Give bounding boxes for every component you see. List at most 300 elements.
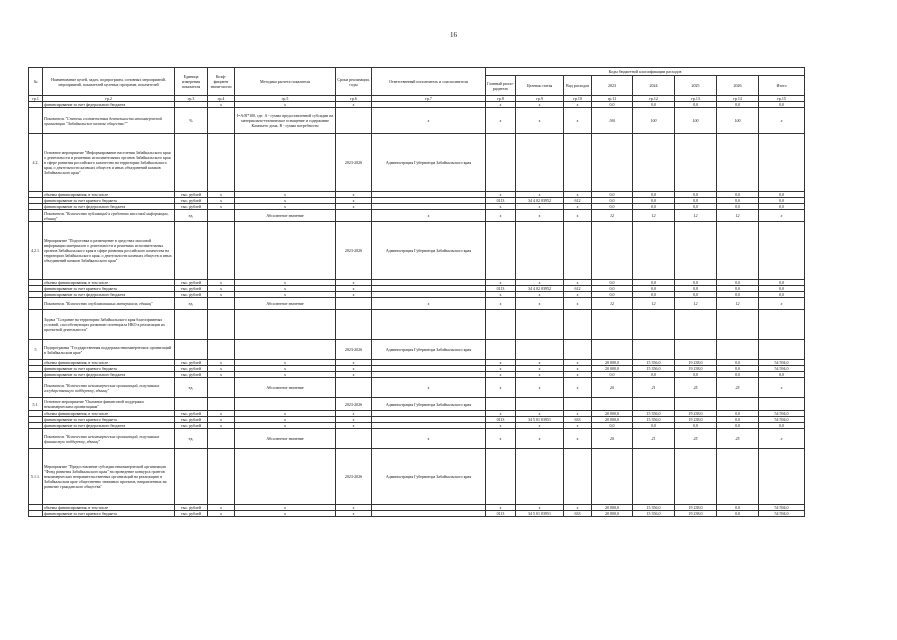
- row-target-article: [516, 310, 564, 340]
- row-expense-type: 612: [564, 198, 592, 204]
- row-target-article: [516, 340, 564, 360]
- row-period: [336, 429, 372, 449]
- row-method: x: [235, 423, 336, 429]
- row-name: Основное мероприятие "Информирование населения Забайкальского края о деятельности и решениях исполнительных органов Забайкальского края в сфере развития российского казачества на территории Забайкальского края, о деятельности казачьих обществ и иных объединений казаков Забайкальского края": [43, 134, 175, 192]
- row-total: 0,0: [759, 372, 805, 378]
- row-main-manager: 0113: [486, 286, 516, 292]
- row-year-value: 0,0: [592, 423, 633, 429]
- row-target-article: 34 5 01 03951: [516, 417, 564, 423]
- row-total: [759, 449, 805, 505]
- row-year-value: 20 000,0: [592, 417, 633, 423]
- row-target-article: x: [516, 192, 564, 198]
- row-year-value: 19 238,0: [675, 366, 717, 372]
- row-number: [29, 210, 43, 222]
- row-target-article: x: [516, 210, 564, 222]
- row-main-manager: x: [486, 292, 516, 298]
- row-year-value: [717, 310, 759, 340]
- row-method: x: [235, 280, 336, 286]
- row-year-value: 15 356,0: [633, 417, 675, 423]
- row-total: x: [759, 429, 805, 449]
- row-period: [336, 108, 372, 134]
- row-responsible: [372, 310, 486, 340]
- row-year-value: 100: [675, 108, 717, 134]
- header-main-manager: Главный распо-рядитель: [486, 76, 516, 96]
- row-method: x: [235, 417, 336, 423]
- row-year-value: 0,0: [675, 192, 717, 198]
- row-year-value: 25: [675, 378, 717, 398]
- row-year-value: 15 356,0: [633, 360, 675, 366]
- row-unit: тыс. рублей: [175, 192, 208, 198]
- header-no: №: [29, 68, 43, 96]
- table-row: [29, 310, 805, 340]
- row-year-value: 12: [675, 210, 717, 222]
- row-coefficient: [208, 378, 235, 398]
- row-period: x: [336, 505, 372, 511]
- row-total: 0,0: [759, 280, 805, 286]
- row-expense-type: x: [564, 204, 592, 210]
- row-method: [235, 310, 336, 340]
- row-target-article: [516, 449, 564, 505]
- row-year-value: [592, 340, 633, 360]
- row-target-article: [516, 134, 564, 192]
- row-unit: [175, 449, 208, 505]
- row-year-value: 20 000,0: [592, 505, 633, 511]
- table-row: [29, 222, 805, 280]
- row-target-article: x: [516, 280, 564, 286]
- header-period: Сроки реализации, годы: [336, 68, 372, 96]
- row-year-value: [675, 310, 717, 340]
- row-year-value: [633, 134, 675, 192]
- page-number: 16: [450, 31, 457, 39]
- row-main-manager: [486, 134, 516, 192]
- header-year: 2025: [675, 76, 717, 96]
- row-total: 0,0: [759, 292, 805, 298]
- row-name: финансирование за счет краевого бюджета: [43, 198, 175, 204]
- row-total: 0,0: [759, 198, 805, 204]
- row-responsible: x: [372, 108, 486, 134]
- row-period: x: [336, 360, 372, 366]
- column-number-label: гр.11: [592, 96, 633, 102]
- row-total: 0,0: [759, 423, 805, 429]
- row-period: x: [336, 102, 372, 108]
- row-unit: [175, 134, 208, 192]
- row-year-value: 100: [592, 108, 633, 134]
- row-year-value: 0,0: [717, 511, 759, 517]
- table-row: [29, 108, 805, 134]
- row-period: [336, 298, 372, 310]
- row-year-value: 0,0: [633, 286, 675, 292]
- row-year-value: 0,0: [633, 102, 675, 108]
- row-unit: тыс. рублей: [175, 360, 208, 366]
- row-method: x: [235, 292, 336, 298]
- row-coefficient: [208, 222, 235, 280]
- row-year-value: 19 238,0: [675, 411, 717, 417]
- row-unit: тыс. рублей: [175, 423, 208, 429]
- row-year-value: 15 356,0: [633, 505, 675, 511]
- row-period: x: [336, 411, 372, 417]
- row-year-value: [592, 310, 633, 340]
- row-name: Мероприятие "Предоставление субсидии некоммерческой организации "Фонд развития Забайкальского края" на проведение конкурса грантов некоммерческих неправительственных организаций на реализацию в Забайкальском крае общественно значимых проектов, направленных на развитие гражданского общества": [43, 449, 175, 505]
- row-unit: [175, 310, 208, 340]
- row-expense-type: x: [564, 429, 592, 449]
- row-year-value: 12: [675, 298, 717, 310]
- row-name: объемы финансирования, в том числе: [43, 505, 175, 511]
- table-row: [29, 134, 805, 192]
- row-year-value: 15 356,0: [633, 411, 675, 417]
- row-period: x: [336, 192, 372, 198]
- row-unit: %: [175, 108, 208, 134]
- row-year-value: 0,0: [675, 372, 717, 378]
- row-period: 2023-2026: [336, 340, 372, 360]
- row-year-value: [592, 222, 633, 280]
- row-coefficient: x: [208, 192, 235, 198]
- header-method: Методика расчета показателя: [235, 68, 336, 96]
- row-year-value: 12: [592, 210, 633, 222]
- row-main-manager: [486, 398, 516, 411]
- row-year-value: 12: [592, 298, 633, 310]
- row-number: 4.2.1.: [29, 222, 43, 280]
- row-year-value: 12: [717, 298, 759, 310]
- row-responsible: Администрация Губернатора Забайкальского края: [372, 340, 486, 360]
- row-unit: тыс. рублей: [175, 204, 208, 210]
- row-year-value: [717, 134, 759, 192]
- row-expense-type: x: [564, 378, 592, 398]
- row-year-value: 0,0: [675, 292, 717, 298]
- row-year-value: 21: [633, 429, 675, 449]
- row-period: x: [336, 204, 372, 210]
- row-year-value: 0,0: [675, 102, 717, 108]
- row-year-value: 0,0: [675, 423, 717, 429]
- row-main-manager: x: [486, 505, 516, 511]
- row-year-value: 100: [633, 108, 675, 134]
- row-year-value: 0,0: [592, 198, 633, 204]
- column-number-label: гр.14: [717, 96, 759, 102]
- row-responsible: Администрация Губернатора Забайкальского края: [372, 398, 486, 411]
- row-year-value: 0,0: [592, 192, 633, 198]
- row-main-manager: 0113: [486, 511, 516, 517]
- row-total: 54 594,0: [759, 417, 805, 423]
- row-year-value: [717, 340, 759, 360]
- row-method: x: [235, 372, 336, 378]
- header-name: Наименование целей, задач, подпрограмм, основных мероприятий, мероприятий, показателей целевых программ, показателей: [43, 68, 175, 96]
- row-unit: [175, 222, 208, 280]
- row-period: x: [336, 198, 372, 204]
- header-target-article: Целевая статья: [516, 76, 564, 96]
- row-name: Задача "Создание на территории Забайкальского края благоприятных условий, способствующих развитию потенциала НКО в реализации их проектной деятельности": [43, 310, 175, 340]
- row-year-value: 0,0: [592, 204, 633, 210]
- row-target-article: x: [516, 423, 564, 429]
- row-expense-type: [564, 134, 592, 192]
- row-main-manager: x: [486, 360, 516, 366]
- table-row: [29, 398, 805, 411]
- row-year-value: 0,0: [592, 286, 633, 292]
- header-budget-codes: Коды бюджетной классификации расходов: [486, 68, 805, 76]
- row-year-value: 0,0: [717, 204, 759, 210]
- row-name: объемы финансирования, в том числе: [43, 411, 175, 417]
- row-period: 2023-2026: [336, 449, 372, 505]
- row-period: [336, 310, 372, 340]
- row-main-manager: x: [486, 280, 516, 286]
- row-year-value: 0,0: [592, 280, 633, 286]
- row-method: [235, 340, 336, 360]
- row-total: 0,0: [759, 192, 805, 198]
- row-coefficient: x: [208, 292, 235, 298]
- row-name: финансирование за счет федерального бюджета: [43, 423, 175, 429]
- header-year: 2026: [717, 76, 759, 96]
- row-year-value: 0,0: [717, 366, 759, 372]
- row-name: объемы финансирования, в том числе: [43, 280, 175, 286]
- row-responsible: [372, 511, 486, 517]
- row-main-manager: x: [486, 429, 516, 449]
- row-year-value: 0,0: [633, 280, 675, 286]
- row-year-value: 0,0: [717, 505, 759, 511]
- column-number-label: гр.2: [43, 96, 175, 102]
- row-name: финансирование за счет федерального бюджета: [43, 204, 175, 210]
- row-year-value: 0,0: [717, 102, 759, 108]
- row-main-manager: x: [486, 298, 516, 310]
- row-unit: тыс. рублей: [175, 511, 208, 517]
- program-table: [28, 67, 805, 517]
- row-number: [29, 298, 43, 310]
- row-number: [29, 511, 43, 517]
- row-year-value: 0,0: [717, 286, 759, 292]
- row-coefficient: [208, 310, 235, 340]
- row-coefficient: x: [208, 360, 235, 366]
- column-number-label: гр.4: [208, 96, 235, 102]
- row-coefficient: x: [208, 198, 235, 204]
- row-main-manager: x: [486, 102, 516, 108]
- row-expense-type: x: [564, 505, 592, 511]
- row-year-value: 0,0: [675, 198, 717, 204]
- row-total: [759, 398, 805, 411]
- row-year-value: 0,0: [592, 372, 633, 378]
- row-method: [235, 449, 336, 505]
- row-main-manager: 0113: [486, 417, 516, 423]
- row-year-value: 19 238,0: [675, 511, 717, 517]
- row-name: финансирование за счет федерального бюджета: [43, 292, 175, 298]
- row-unit: тыс. рублей: [175, 372, 208, 378]
- column-number-label: гр.10: [564, 96, 592, 102]
- row-year-value: [675, 134, 717, 192]
- row-year-value: 20 000,0: [592, 411, 633, 417]
- row-main-manager: x: [486, 210, 516, 222]
- column-number-label: гр.8: [486, 96, 516, 102]
- row-main-manager: x: [486, 411, 516, 417]
- row-expense-type: x: [564, 280, 592, 286]
- row-year-value: 0,0: [633, 423, 675, 429]
- column-number-label: гр.3: [175, 96, 208, 102]
- row-year-value: 20 000,0: [592, 360, 633, 366]
- row-expense-type: x: [564, 411, 592, 417]
- header-expense-type: Вид расходов: [564, 76, 592, 96]
- column-number-label: гр.9: [516, 96, 564, 102]
- row-name: Показатель "Количество некоммерческих организаций, получивших финансовую поддержку, единиц": [43, 429, 175, 449]
- row-main-manager: x: [486, 423, 516, 429]
- row-target-article: x: [516, 505, 564, 511]
- header-year: 2023: [592, 76, 633, 96]
- row-year-value: 25: [717, 378, 759, 398]
- row-name: Показатель "Количество опубликованных материалов, единиц": [43, 298, 175, 310]
- row-total: [759, 134, 805, 192]
- row-responsible: Администрация Губернатора Забайкальского края: [372, 134, 486, 192]
- row-total: 54 594,0: [759, 366, 805, 372]
- row-year-value: [633, 449, 675, 505]
- row-period: 2023-2026: [336, 134, 372, 192]
- row-name: Мероприятие "Подготовка и размещение в средствах массовой информации материалов о деятельности и решениях исполнительных органов Забайкальского края в сфере развития российского казачества на территории Забайкальского края, о деятельности казачьих обществ и иных объединений казаков Забайкальского края": [43, 222, 175, 280]
- table-row: [29, 210, 805, 222]
- row-responsible: x: [372, 298, 486, 310]
- row-target-article: x: [516, 204, 564, 210]
- row-expense-type: [564, 340, 592, 360]
- row-coefficient: [208, 210, 235, 222]
- row-year-value: 0,0: [592, 102, 633, 108]
- column-number-label: гр.6: [336, 96, 372, 102]
- row-main-manager: x: [486, 204, 516, 210]
- row-unit: ед.: [175, 429, 208, 449]
- row-year-value: 0,0: [675, 204, 717, 210]
- row-period: x: [336, 286, 372, 292]
- row-year-value: 0,0: [633, 204, 675, 210]
- row-expense-type: x: [564, 298, 592, 310]
- row-year-value: [717, 449, 759, 505]
- row-name: финансирование за счет краевого бюджета: [43, 417, 175, 423]
- row-year-value: 0,0: [675, 280, 717, 286]
- row-name: объемы финансирования, в том числе: [43, 360, 175, 366]
- header-unit: Единица измерения показателя: [175, 68, 208, 96]
- row-period: x: [336, 511, 372, 517]
- header-total: Итого: [759, 76, 805, 96]
- row-target-article: x: [516, 372, 564, 378]
- row-target-article: x: [516, 366, 564, 372]
- row-period: x: [336, 366, 372, 372]
- row-year-value: [633, 340, 675, 360]
- row-year-value: 0,0: [717, 411, 759, 417]
- header-responsible: Ответственный исполнитель и соисполнители: [372, 68, 486, 96]
- row-expense-type: [564, 310, 592, 340]
- row-period: [336, 210, 372, 222]
- row-year-value: 0,0: [717, 192, 759, 198]
- row-coefficient: x: [208, 511, 235, 517]
- row-coefficient: [208, 449, 235, 505]
- table-row: [29, 298, 805, 310]
- row-method: x: [235, 511, 336, 517]
- row-unit: тыс. рублей: [175, 505, 208, 511]
- row-method: x: [235, 411, 336, 417]
- row-total: 54 594,0: [759, 360, 805, 366]
- row-name: Подпрограмма "Государственная поддержка некоммерческих организаций в Забайкальском крае": [43, 340, 175, 360]
- row-expense-type: 633: [564, 511, 592, 517]
- row-name: финансирование за счет краевого бюджета: [43, 286, 175, 292]
- row-main-manager: x: [486, 108, 516, 134]
- row-name: Основное мероприятие "Оказание финансовой поддержки некоммерческим организациям": [43, 398, 175, 411]
- row-year-value: 0,0: [633, 192, 675, 198]
- row-expense-type: x: [564, 360, 592, 366]
- row-year-value: 12: [633, 298, 675, 310]
- header-year: 2024: [633, 76, 675, 96]
- row-method: x: [235, 198, 336, 204]
- row-expense-type: [564, 222, 592, 280]
- row-coefficient: [208, 340, 235, 360]
- row-name: Показатель "Количество некоммерческих организаций, получивших государственную поддержку, единиц": [43, 378, 175, 398]
- row-year-value: 25: [717, 429, 759, 449]
- row-coefficient: x: [208, 102, 235, 108]
- row-target-article: x: [516, 102, 564, 108]
- row-year-value: [633, 310, 675, 340]
- row-total: x: [759, 378, 805, 398]
- header-coef: Коэф-фициент значи-мости: [208, 68, 235, 96]
- row-total: 54 594,0: [759, 511, 805, 517]
- row-year-value: 19 238,0: [675, 505, 717, 511]
- row-year-value: 0,0: [717, 372, 759, 378]
- row-coefficient: x: [208, 505, 235, 511]
- table-row: [29, 449, 805, 505]
- row-period: x: [336, 423, 372, 429]
- row-year-value: 0,0: [592, 292, 633, 298]
- column-number-label: гр.7: [372, 96, 486, 102]
- row-coefficient: x: [208, 286, 235, 292]
- row-target-article: x: [516, 298, 564, 310]
- row-main-manager: [486, 340, 516, 360]
- row-coefficient: [208, 298, 235, 310]
- row-main-manager: [486, 449, 516, 505]
- row-coefficient: x: [208, 417, 235, 423]
- row-total: 0,0: [759, 204, 805, 210]
- table-row: [29, 511, 805, 517]
- row-total: [759, 340, 805, 360]
- row-number: 5: [29, 340, 43, 360]
- header-row-1: [29, 68, 805, 76]
- column-number-label: гр.15: [759, 96, 805, 102]
- row-year-value: [592, 449, 633, 505]
- row-year-value: [717, 222, 759, 280]
- row-period: x: [336, 417, 372, 423]
- row-expense-type: 612: [564, 286, 592, 292]
- row-coefficient: x: [208, 366, 235, 372]
- row-year-value: [717, 398, 759, 411]
- row-year-value: 19 238,0: [675, 417, 717, 423]
- row-year-value: 15 356,0: [633, 366, 675, 372]
- row-target-article: x: [516, 292, 564, 298]
- row-year-value: [675, 449, 717, 505]
- row-year-value: 20: [592, 429, 633, 449]
- row-method: [235, 398, 336, 411]
- row-number: [29, 429, 43, 449]
- row-unit: [175, 340, 208, 360]
- row-target-article: x: [516, 411, 564, 417]
- row-target-article: [516, 398, 564, 411]
- row-total: 0,0: [759, 102, 805, 108]
- row-year-value: 20 000,0: [592, 366, 633, 372]
- row-method: x: [235, 505, 336, 511]
- row-period: [336, 378, 372, 398]
- row-coefficient: x: [208, 280, 235, 286]
- row-method: Абсолютное значение: [235, 378, 336, 398]
- row-unit: ед.: [175, 298, 208, 310]
- row-name: финансирование за счет краевого бюджета: [43, 366, 175, 372]
- row-year-value: 0,0: [717, 280, 759, 286]
- row-name: объемы финансирования, в том числе: [43, 192, 175, 198]
- row-main-manager: x: [486, 378, 516, 398]
- row-number: [29, 310, 43, 340]
- row-expense-type: x: [564, 292, 592, 298]
- row-expense-type: x: [564, 102, 592, 108]
- row-period: x: [336, 372, 372, 378]
- row-coefficient: [208, 429, 235, 449]
- table-row: [29, 429, 805, 449]
- row-name: Показатель "Степень соответствия деятельности некоммерческой организации "Забайкальское казачье общество"": [43, 108, 175, 134]
- row-expense-type: [564, 398, 592, 411]
- row-number: [29, 108, 43, 134]
